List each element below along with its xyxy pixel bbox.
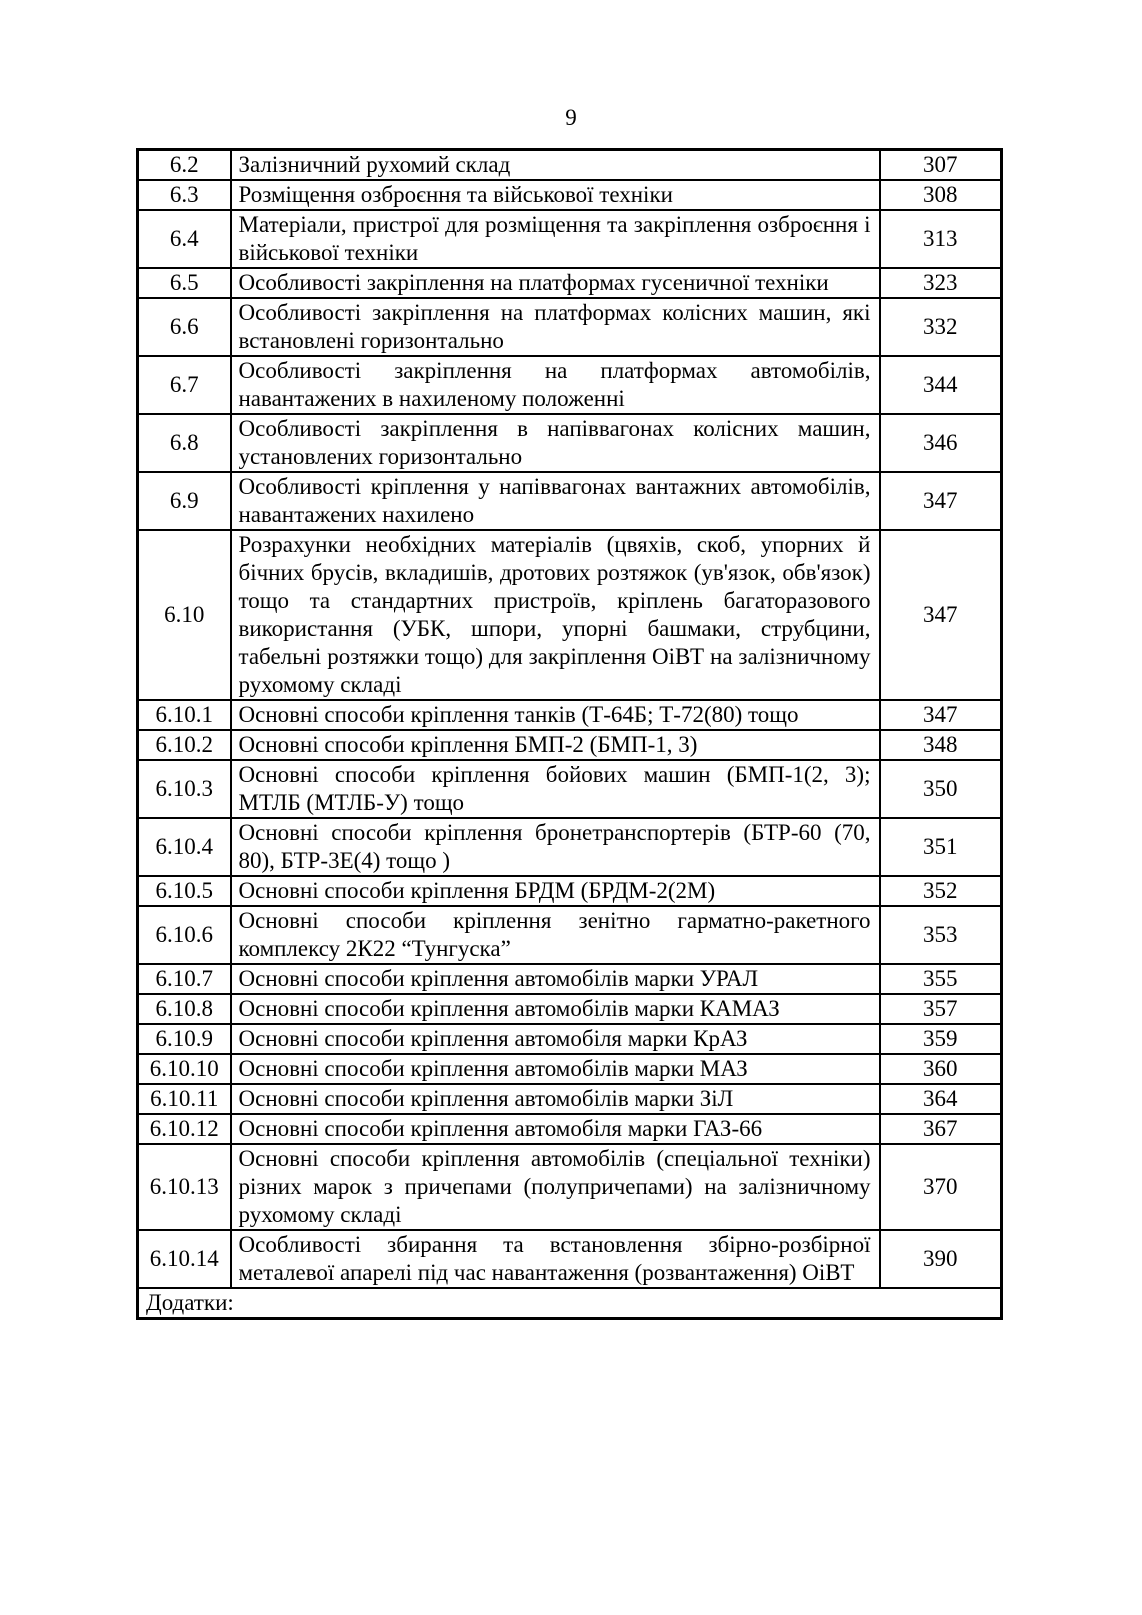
section-page-cell: 347: [880, 700, 1002, 730]
table-row: [138, 180, 1002, 210]
section-page-cell: 313: [880, 210, 1002, 268]
table-row: [138, 906, 1002, 964]
section-page-cell: 364: [880, 1084, 1002, 1114]
section-title-cell: Особливості збирання та встановлення збірно-розбірної металевої апарелі під час навантаження (розвантаження) ОіВТ: [231, 1230, 880, 1288]
section-page-cell: 348: [880, 730, 1002, 760]
section-number-cell: 6.8: [138, 414, 231, 472]
table-row: [138, 1144, 1002, 1230]
section-page-cell: 344: [880, 356, 1002, 414]
section-page-cell: 347: [880, 472, 1002, 530]
section-page-cell: 332: [880, 298, 1002, 356]
section-number-cell: 6.3: [138, 180, 231, 210]
section-page-cell: 390: [880, 1230, 1002, 1288]
table-row: [138, 298, 1002, 356]
table-row: [138, 210, 1002, 268]
section-page-cell: 307: [880, 150, 1002, 181]
section-page-cell: 323: [880, 268, 1002, 298]
section-number-cell: 6.10: [138, 530, 231, 700]
table-row: [138, 150, 1002, 181]
section-title-cell: Залізничний рухомий склад: [231, 150, 880, 181]
section-page-cell: 367: [880, 1114, 1002, 1144]
section-number-cell: 6.10.8: [138, 994, 231, 1024]
section-number-cell: 6.7: [138, 356, 231, 414]
section-title-cell: Основні способи кріплення зенітно гарматно-ракетного комплексу 2К22 “Тунгуска”: [231, 906, 880, 964]
section-number-cell: 6.10.3: [138, 760, 231, 818]
table-row: [138, 414, 1002, 472]
table-row: [138, 760, 1002, 818]
section-number-cell: 6.10.13: [138, 1144, 231, 1230]
section-title-cell: Основні способи кріплення БМП-2 (БМП-1, 3): [231, 730, 880, 760]
table-row: [138, 818, 1002, 876]
section-number-cell: 6.10.14: [138, 1230, 231, 1288]
table-row: [138, 1114, 1002, 1144]
section-number-cell: 6.10.6: [138, 906, 231, 964]
page-number: 9: [565, 105, 577, 130]
section-page-cell: 353: [880, 906, 1002, 964]
table-row: [138, 964, 1002, 994]
table-row: [138, 530, 1002, 700]
section-title-cell: Основні способи кріплення автомобілів марки КАМАЗ: [231, 994, 880, 1024]
section-number-cell: 6.6: [138, 298, 231, 356]
section-number-cell: 6.10.5: [138, 876, 231, 906]
section-title-cell: Матеріали, пристрої для розміщення та закріплення озброєння і військової техніки: [231, 210, 880, 268]
section-title-cell: Основні способи кріплення бойових машин (БМП-1(2, 3); МТЛБ (МТЛБ-У) тощо: [231, 760, 880, 818]
table-row: [138, 1230, 1002, 1288]
section-title-cell: Особливості закріплення на платформах гусеничної техніки: [231, 268, 880, 298]
section-page-cell: 346: [880, 414, 1002, 472]
section-title-cell: Розрахунки необхідних матеріалів (цвяхів, скоб, упорних й бічних брусів, вкладишів, дротових розтяжок (ув'язок, обв'язок) тощо та стандартних пристроїв, кріплень багаторазового використання (УБК, шпори, упорні башмаки, струбцини, табельні розтяжки тощо) для закріплення ОіВТ на залізничному рухомому складі: [231, 530, 880, 700]
table-row: [138, 268, 1002, 298]
section-number-cell: 6.9: [138, 472, 231, 530]
table-row: [138, 994, 1002, 1024]
table-row: [138, 1024, 1002, 1054]
section-title-cell: Особливості закріплення на платформах колісних машин, які встановлені горизонтально: [231, 298, 880, 356]
section-number-cell: 6.4: [138, 210, 231, 268]
section-title-cell: Особливості закріплення на платформах автомобілів, навантажених в нахиленому положенні: [231, 356, 880, 414]
appendix-row: [138, 1288, 1002, 1319]
section-title-cell: Основні способи кріплення бронетранспортерів (БТР-60 (70, 80), БТР-3Е(4) тощо ): [231, 818, 880, 876]
toc-table: [136, 148, 1003, 1320]
section-number-cell: 6.2: [138, 150, 231, 181]
section-number-cell: 6.10.1: [138, 700, 231, 730]
table-row: [138, 472, 1002, 530]
section-page-cell: 360: [880, 1054, 1002, 1084]
section-title-cell: Особливості кріплення у напіввагонах вантажних автомобілів, навантажених нахилено: [231, 472, 880, 530]
section-page-cell: 357: [880, 994, 1002, 1024]
section-number-cell: 6.10.12: [138, 1114, 231, 1144]
section-page-cell: 352: [880, 876, 1002, 906]
section-title-cell: Основні способи кріплення автомобілів марки ЗіЛ: [231, 1084, 880, 1114]
section-title-cell: Основні способи кріплення автомобілів марки МАЗ: [231, 1054, 880, 1084]
table-row: [138, 876, 1002, 906]
section-title-cell: Основні способи кріплення автомобілів марки УРАЛ: [231, 964, 880, 994]
section-page-cell: 347: [880, 530, 1002, 700]
section-number-cell: 6.5: [138, 268, 231, 298]
section-number-cell: 6.10.10: [138, 1054, 231, 1084]
table-row: [138, 1084, 1002, 1114]
section-title-cell: Основні способи кріплення БРДМ (БРДМ-2(2М): [231, 876, 880, 906]
section-title-cell: Розміщення озброєння та військової техніки: [231, 180, 880, 210]
section-number-cell: 6.10.2: [138, 730, 231, 760]
table-row: [138, 730, 1002, 760]
section-page-cell: 355: [880, 964, 1002, 994]
section-title-cell: Основні способи кріплення автомобілів (спеціальної техніки) різних марок з причепами (полупричепами) на залізничному рухомому складі: [231, 1144, 880, 1230]
section-number-cell: 6.10.11: [138, 1084, 231, 1114]
section-page-cell: 308: [880, 180, 1002, 210]
section-title-cell: Особливості закріплення в напіввагонах колісних машин, установлених горизонтально: [231, 414, 880, 472]
section-page-cell: 370: [880, 1144, 1002, 1230]
table-row: [138, 700, 1002, 730]
section-page-cell: 351: [880, 818, 1002, 876]
appendix-label: Додатки:: [138, 1288, 1002, 1319]
section-number-cell: 6.10.7: [138, 964, 231, 994]
section-page-cell: 359: [880, 1024, 1002, 1054]
section-title-cell: Основні способи кріплення автомобіля марки КрАЗ: [231, 1024, 880, 1054]
toc-table-body: [138, 150, 1002, 1319]
section-number-cell: 6.10.9: [138, 1024, 231, 1054]
table-row: [138, 356, 1002, 414]
section-page-cell: 350: [880, 760, 1002, 818]
section-number-cell: 6.10.4: [138, 818, 231, 876]
table-row: [138, 1054, 1002, 1084]
section-title-cell: Основні способи кріплення автомобіля марки ГАЗ-66: [231, 1114, 880, 1144]
section-title-cell: Основні способи кріплення танків (Т-64Б; Т-72(80) тощо: [231, 700, 880, 730]
